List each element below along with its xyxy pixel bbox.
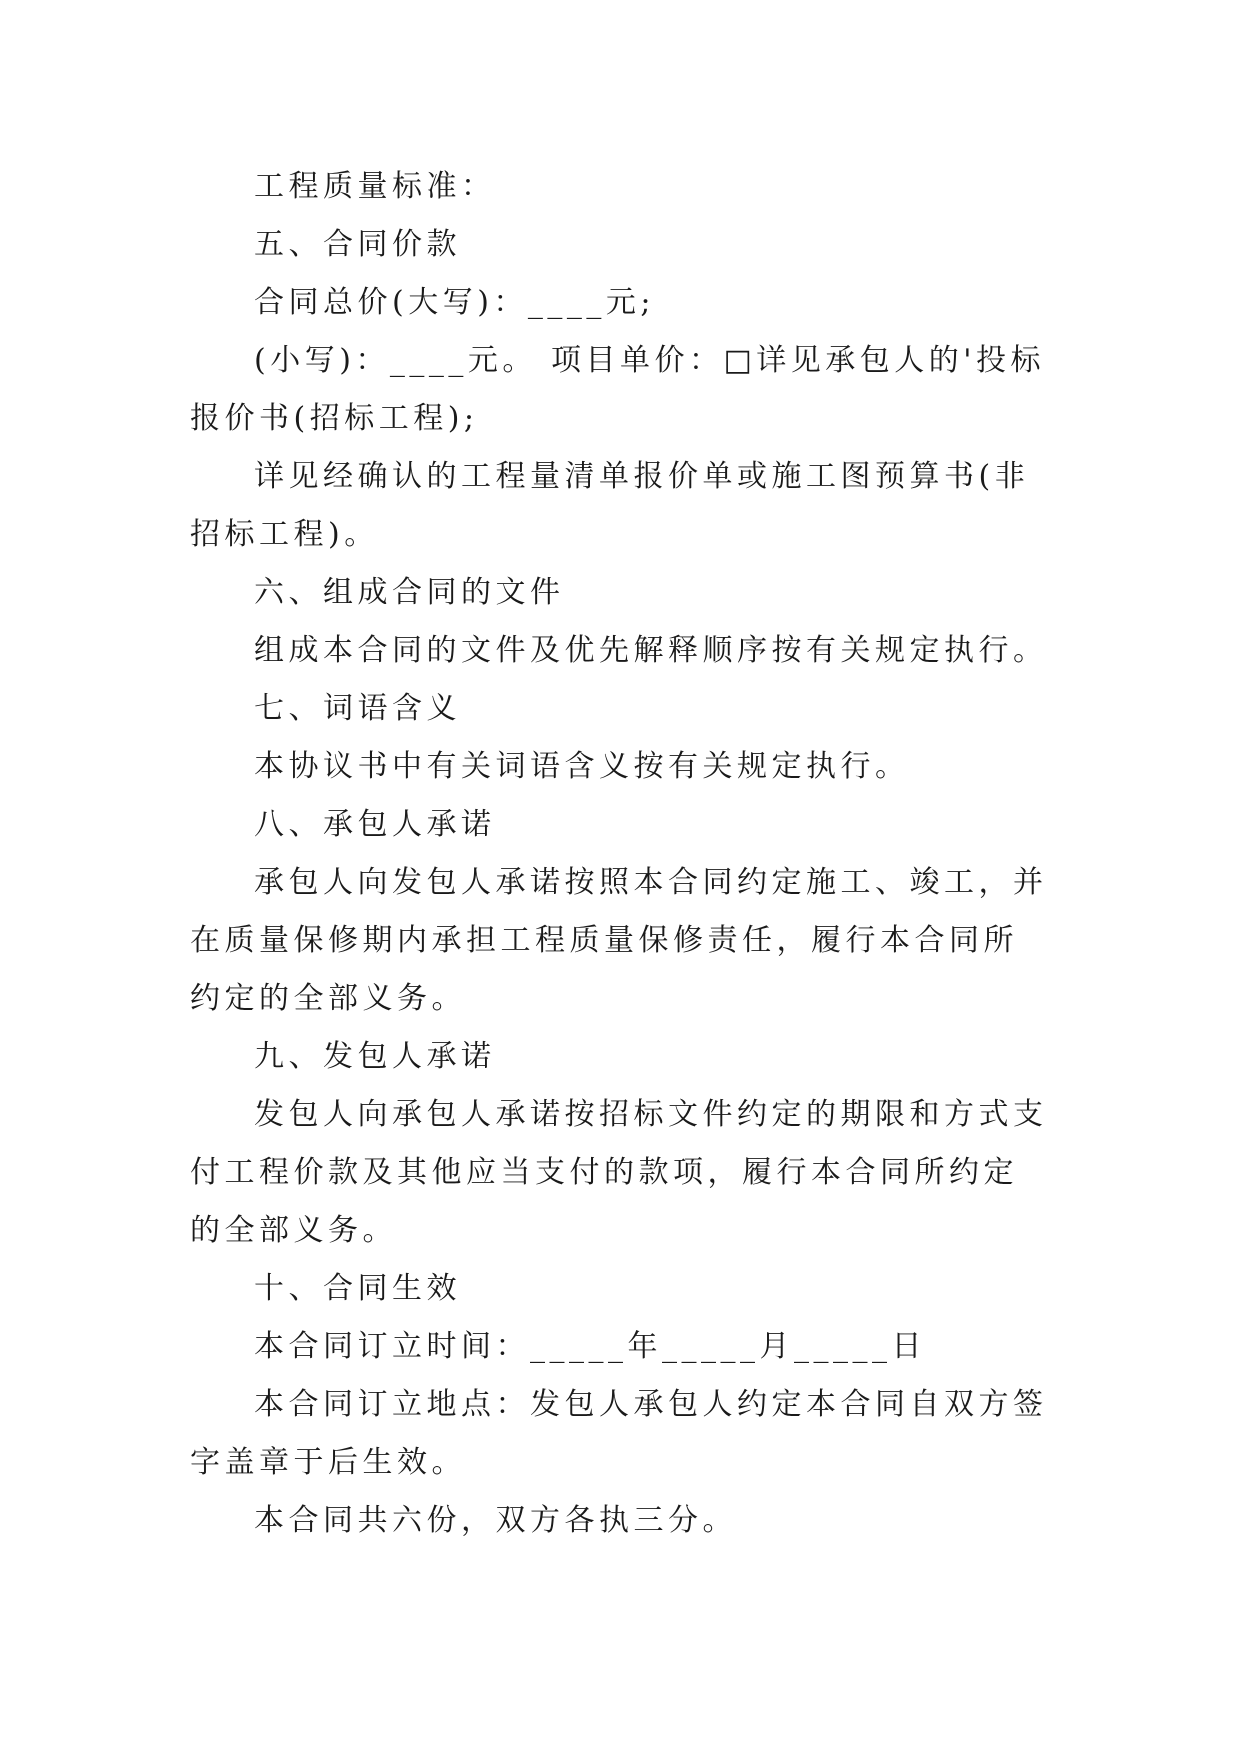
signing-date-line: 本合同订立时间：_____年_____月_____日 bbox=[254, 1329, 926, 1364]
section-9-body: 发包人向承包人承诺按招标文件约定的期限和方式支付工程价款及其他应当支付的款项，履行本合同所约定的全部义务。 bbox=[190, 1097, 1048, 1248]
section-6-body: 组成本合同的文件及优先解释顺序按有关规定执行。 bbox=[254, 633, 1048, 668]
document-body bbox=[190, 158, 1052, 1550]
section-8-body: 承包人向发包人承诺按照本合同约定施工、竣工，并在质量保修期内承担工程质量保修责任，履行本合同所约定的全部义务。 bbox=[190, 865, 1048, 1016]
unit-price-note: 详见经确认的工程量清单报价单或施工图预算书(非招标工程)。 bbox=[190, 459, 1030, 552]
signing-place-line: 本合同订立地点：发包人承包人约定本合同自双方签字盖章于后生效。 bbox=[190, 1387, 1048, 1480]
total-price-capital-line: 合同总价(大写)：____元; bbox=[254, 285, 656, 320]
section-8-heading: 八、承包人承诺 bbox=[254, 807, 496, 842]
section-9-heading: 九、发包人承诺 bbox=[254, 1039, 496, 1074]
section-7-body: 本协议书中有关词语含义按有关规定执行。 bbox=[254, 749, 910, 784]
total-price-numeric-line: (小写)：____元。 项目单价：□详见承包人的'投标报价书(招标工程); bbox=[190, 343, 1046, 436]
section-7-heading: 七、词语含义 bbox=[254, 691, 461, 726]
quality-standard-line: 工程质量标准： bbox=[254, 169, 496, 204]
section-10-heading: 十、合同生效 bbox=[254, 1271, 461, 1306]
section-6-heading: 六、组成合同的文件 bbox=[254, 575, 565, 610]
copies-line: 本合同共六份，双方各执三分。 bbox=[254, 1503, 737, 1538]
section-5-heading: 五、合同价款 bbox=[254, 227, 461, 262]
